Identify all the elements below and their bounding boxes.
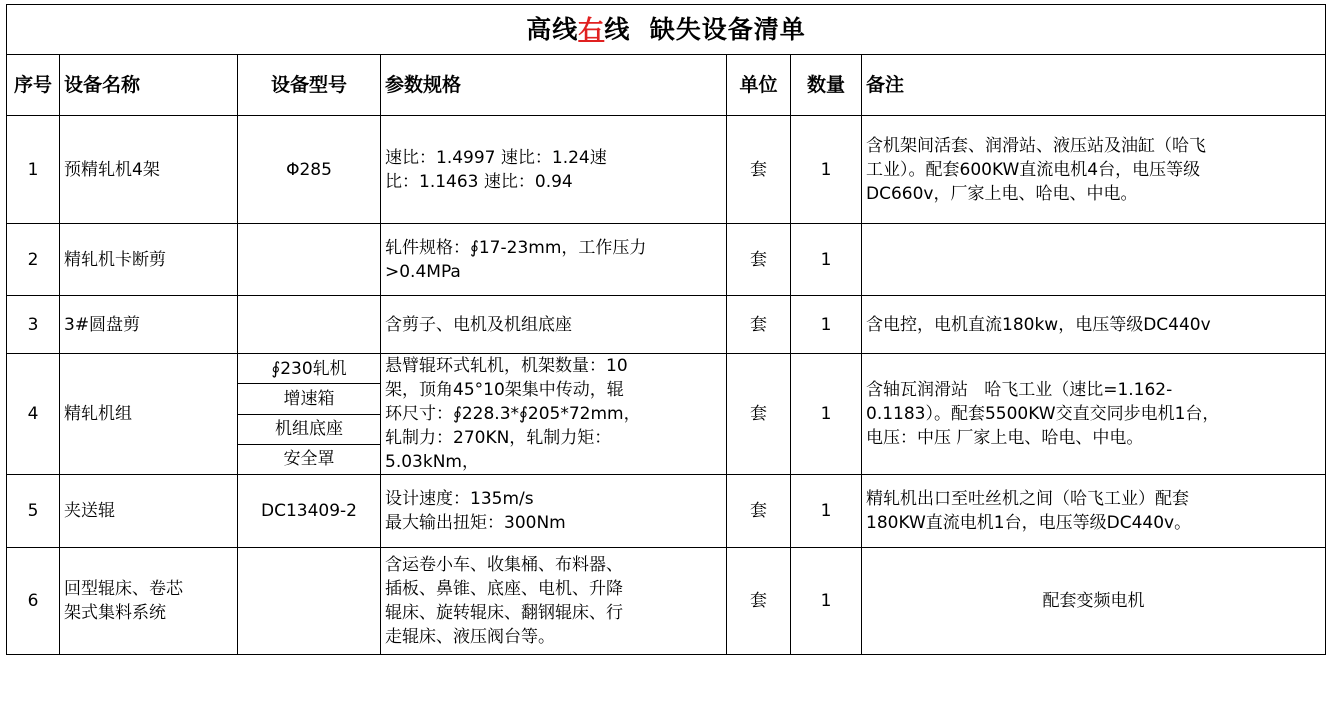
row-qty: 1 [791,296,862,354]
sub-model: 增速箱 [238,384,381,414]
table-row [7,224,1326,296]
row-qty: 1 [791,224,862,296]
spec-line: 轧制力：270KN，轧制力矩： [385,428,612,448]
note-line: DC660v，厂家上电、哈电、中电。 [866,183,1138,204]
row-no: 4 [7,354,60,475]
note-line: 含轴瓦润滑站 哈飞工业（速比=1.162- [866,380,1173,400]
row-no: 3 [7,296,60,354]
spec-line: 环尺寸：∮228.3*∮205*72mm， [385,404,641,424]
sub-model: 机组底座 [238,414,381,444]
row-note: 配套变频电机 [862,548,1326,655]
note-line: 含机架间活套、润滑站、液压站及油缸（哈飞 [866,135,1206,156]
row-no: 6 [7,548,60,655]
row-model [238,224,381,296]
row-name [60,548,238,655]
row-qty: 1 [791,475,862,548]
row-model: Φ285 [238,116,381,224]
sub-model: 安全罩 [238,444,381,474]
spec-line: 悬臂辊环式轧机，机架数量：10 [385,356,628,376]
header-unit: 单位 [727,55,791,116]
row-spec [381,548,727,655]
header-qty: 数量 [791,55,862,116]
spec-line: 插板、鼻锥、底座、电机、升降 [385,579,623,599]
title-part-2: 线 缺失设备清单 [604,14,806,44]
header-no: 序号 [7,55,60,116]
table-row [7,475,1326,548]
spec-line: 设计速度：135m/s [385,489,534,509]
row-no: 5 [7,475,60,548]
note-line: 电压：中压 厂家上电、哈电、中电。 [866,428,1144,448]
row-name: 3#圆盘剪 [60,296,238,354]
row-name: 夹送辊 [60,475,238,548]
sheet-title [7,5,1326,55]
spec-line: 轧件规格：∮17-23mm，工作压力 [385,237,647,258]
header-spec: 参数规格 [381,55,727,116]
row-note [862,224,1326,296]
spec-line: 辊床、旋转辊床、翻钢辊床、行 [385,603,623,623]
row-spec [381,354,727,475]
spec-line: >0.4MPa [385,261,461,282]
row-spec [381,475,727,548]
spec-line: 比：1.1463 速比：0.94 [385,171,573,192]
row-note [862,475,1326,548]
name-line: 架式集料系统 [64,603,166,623]
row-note [862,354,1326,475]
spec-line: 5.03kNm， [385,452,479,472]
table-row [7,354,1326,384]
row-model: DC13409-2 [238,475,381,548]
equipment-table [6,4,1326,655]
row-model [238,548,381,655]
row-qty: 1 [791,548,862,655]
row-unit: 套 [727,475,791,548]
sub-model: ∮230轧机 [238,354,381,384]
row-no: 2 [7,224,60,296]
title-highlight: 右 [578,14,605,44]
row-spec: 含剪子、电机及机组底座 [381,296,727,354]
row-unit: 套 [727,224,791,296]
row-qty: 1 [791,354,862,475]
note-line: 工业）。配套600KW直流电机4台，电压等级 [866,159,1201,180]
note-line: 精轧机出口至吐丝机之间（哈飞工业）配套 [866,489,1189,509]
note-line: 180KW直流电机1台，电压等级DC440v。 [866,513,1192,533]
row-unit: 套 [727,354,791,475]
spec-line: 架，顶角45°10架集中传动，辊 [385,380,624,400]
spec-line: 最大输出扭矩：300Nm [385,513,566,533]
row-unit: 套 [727,116,791,224]
row-no: 1 [7,116,60,224]
spec-line: 含运卷小车、收集桶、布料器、 [385,555,623,575]
header-name: 设备名称 [60,55,238,116]
row-unit: 套 [727,548,791,655]
equipment-sheet [6,4,1326,655]
name-line: 回型辊床、卷芯 [64,579,183,599]
header-row [7,55,1326,116]
note-line: 0.1183）。配套5500KW交直交同步电机1台， [866,404,1220,424]
table-row [7,296,1326,354]
row-name: 精轧机组 [60,354,238,475]
spec-line: 走辊床、液压阀台等。 [385,627,555,647]
row-unit: 套 [727,296,791,354]
header-model: 设备型号 [238,55,381,116]
title-part-1: 高线 [526,14,579,44]
row-spec [381,224,727,296]
table-row [7,116,1326,224]
row-spec [381,116,727,224]
row-model [238,296,381,354]
header-note: 备注 [862,55,1326,116]
table-row [7,548,1326,655]
row-qty: 1 [791,116,862,224]
spec-line: 速比：1.4997 速比：1.24速 [385,147,607,168]
row-name: 预精轧机4架 [60,116,238,224]
row-note [862,116,1326,224]
row-name: 精轧机卡断剪 [60,224,238,296]
row-note: 含电控，电机直流180kw，电压等级DC440v [862,296,1326,354]
